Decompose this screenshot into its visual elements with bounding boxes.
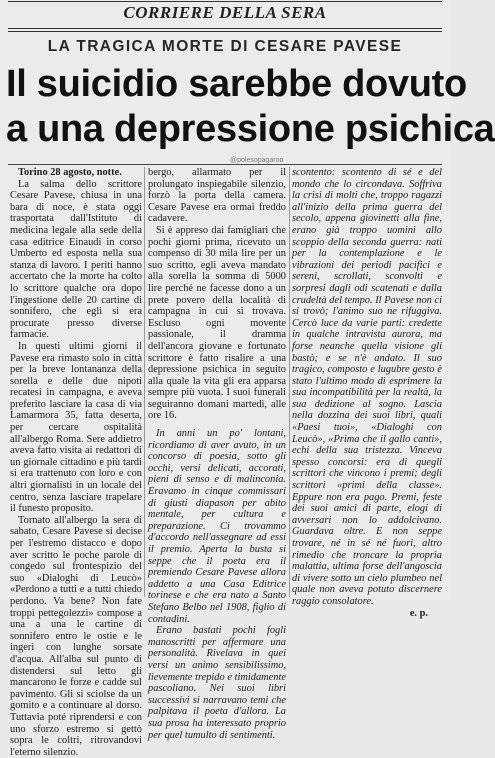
masthead [0,0,450,30]
masthead-bottom-rule-2 [8,31,442,32]
headline-line-2: a una depressione psichica [6,108,495,150]
col1-paragraph-1: La salma dello scrittore Cesare Pavese, chiusa in una bara di noce, è stata oggi trasportata dall'Istituto di medicina legale alla sede della casa editrice Einaudi in corso Umberto ed esposta nella sua stanza di lavoro. I periti hanno accertato che la morte ha colto lo scrittore qualche ora dopo l'ingestione delle 20 cartine di sonnifero, che egli si era procurate presso diverse farmacie. [10,178,142,341]
col1-paragraph-3: Tornato all'albergo la sera di sabato, Cesare Pavese si decise per l'estremo distacco e dopo aver scritto le poche parole di congedo sul frontespizio del suo «Dialoghi di Leucò» «Perdono a tutti e a tutti chiedo perdono. Va bene? Non fate troppi pettegolezzi» compose a una a una le cartine di sonnifero entro le ostie e le ingerì con lunghe sorsate d'acqua. All'alba sul punto di distendersi sul letto gli mancarono le forze e cadde sul pavimento. Gli si sciolse da un gomito e a continuare al dorso. Tuttavia poté riprendersi e con uno sforzo estremo si gettò sopra le coltri, ritrovandovi l'eterno silenzio. [10,514,142,758]
column-1 [10,167,142,758]
article-kicker: LA TRAGICA MORTE DI CESARE PAVESE [47,38,403,55]
watermark: @polesopagaroo [230,157,284,164]
col3-paragraph-1: scontento: scontento di sé e del mondo che lo circondava. Soffriva la crisi di molti che, troppo ragazzi all'inizio della prima guerra del secolo, appena giovinetti alla fine, erano già troppo uomini allo scoppio della seconda guerra: nati per la contemplazione e le vibrazioni dei periodi pacifici e sereni, scrollati, sconvolti e sorpresi dagli odi scatenati e dalla crudeltà del tempo. Il Pavese non ci si trovò; l'animo suo ne rifuggiva. Cercò luce da varie parti: credette in qualche intravista aurora, ma forse neanche quella visione gli bastò; e se n'è andato. Il suo tragico, composto e lugubre gesto è stato l'ultimo modo di esprimere la sua incompatibilità per la realtà, la sua dedizione al sogno. Lascia nella dozzina dei suoi libri, quali «Paesi tuoi», «Dialoghi con Leucò», «Prima che il gallo canti», echi della sua tristezza. Vinceva spesso concorsi: era di quegli scrittori che vincono i premi; degli scrittori «primi della classe». Eppure non era pago. Premi, feste dei suoi amici di parte, elogi di avversari non lo addolcivano. Guardava oltre. E non seppe trovare, né in sé né fuori, altro rimedio che troncare la propria malattia, ultima forse dell'angoscia di vivere sotto un cielo plumbeo nel quale non aveva potuto discernere raggio consolatore. [292,167,442,607]
column-divider-2 [289,167,290,597]
column-3 [292,167,442,619]
column-2 [148,167,286,741]
masthead-title: CORRIERE DELLA SERA [123,3,327,22]
col2-paragraph-3: In anni un po' lontani, ricordiamo di aver avuto, in un concorso di poesia, sotto gli occhi, versi delicati, accorati, pieni di senso e di malinconia. Eravamo in cinque commissari di giusti diapason per abito mentale, per cultura e preparazione. Ci trovammo d'accordo nell'assegnare ad essi il premio. Aperta la busta si seppe che il poeta era il premiendo Cesare Pavese allora addetto a una Casa Editrice torinese e che era nato a Santo Stefano Belbo nel 1908, figlio di contadini. [148,428,286,625]
col1-paragraph-2: In questi ultimi giorni il Pavese era rimasto solo in città per la breve lontananza della sorella e delle due nipoti recatesi in campagna, e aveva preferito lasciare la casa di via Lamarmora 35, fatta deserta, per cercare ospitalità all'albergo Roma. Sere addietro aveva fatto visita ai redattori di un giornale cittadino e più tardi si era trattenuto con loro e con altri giornalisti in un locale del centro, senza lasciare trapelare il funesto proposito. [10,340,142,515]
masthead-bottom-rule [8,28,442,29]
col2-paragraph-2: Si è appreso dai famigliari che pochi giorni prima, ricevuto un compenso di 30 mila lire per un suo scritto, egli aveva mandato alla sorella la somma di 5000 lire perché ne facesse dono a un prete povero della località di campagna in cui si trovava. Escluso ogni movente passionale, il dramma dell'ancora giovane e fortunato scrittore è fatto risalire a una depressione psichica in seguito alla quale la vita gli era apparsa sempre più vuota. I suoi funerali seguiranno domani martedì, alle ore 16. [148,224,286,422]
col2-paragraph-1: bergo, allarmato per il prolungato inspiegabile silenzio, forzò la porta della camera. Cesare Pavese era ormai freddo cadavere. [148,167,286,225]
dateline: Torino 28 agosto, notte. [18,167,122,178]
article-headline [6,62,495,152]
author-signature: e. p. [409,607,428,619]
headline-line-1: Il suicidio sarebbe dovuto [6,63,467,105]
headline-divider [8,164,442,165]
col2-paragraph-4: Erano bastati pochi fogli manoscritti per affermare una personalità. Rivelava in quei versi un animo sensibilissimo, lievemente trepido e timidamente pascoliano. Nei suoi libri successivi si narravano temi che palpitava il poeta d'allora. La sua prosa ha interessato proprio per quel tumulto di sentimenti. [148,625,286,741]
masthead-top-rule [8,1,442,2]
column-divider-1 [144,167,145,597]
